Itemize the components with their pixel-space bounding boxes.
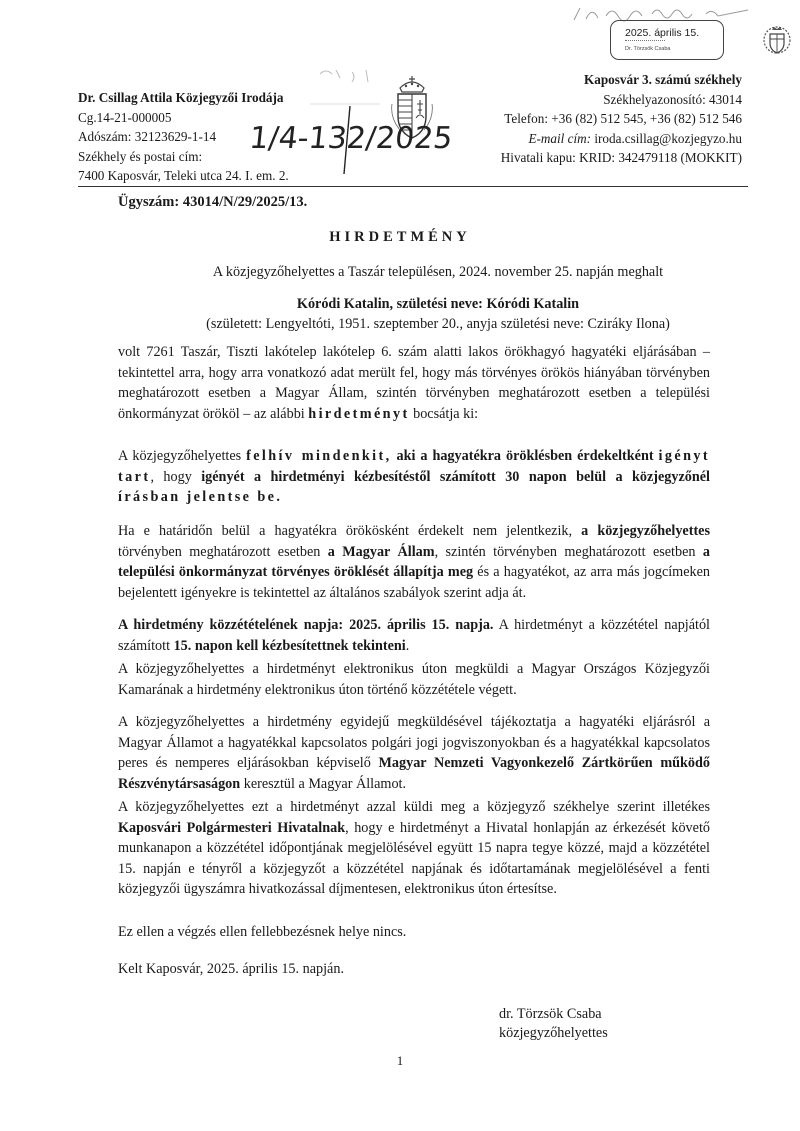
gateway: Hivatali kapu: KRID: 342479118 (MOKKIT) <box>500 150 742 165</box>
p3-b: a közjegyzőhelyettes <box>581 523 710 539</box>
paragraph-no-appeal: Ez ellen a végzés ellen fellebbezésnek helye nincs. <box>118 924 407 940</box>
p2-a: A közjegyzőhelyettes <box>118 448 247 464</box>
p6-c: keresztül a Magyar Államot. <box>240 775 407 792</box>
p7-a: A közjegyzőhelyettes ezt a hirdetményt azzal küldi meg a közjegyző székhelye szerint illetékes <box>118 799 710 815</box>
p3-f: a települési önkormányzat törvényes öröklését állapítja meg <box>118 543 710 580</box>
p4-b: A hirdetményt a közzététel napjától számított <box>118 617 710 654</box>
stamp-signature-line <box>625 40 665 41</box>
deceased-block <box>118 294 758 334</box>
p2-d: igényt tart <box>118 448 710 485</box>
handwritten-ref-text: 1/4-132/2025 <box>247 121 455 156</box>
email-address: iroda.csillag@kozjegyzo.hu <box>594 130 742 146</box>
document-title: HIRDETMÉNY <box>329 229 471 245</box>
intro-line: A közjegyzőhelyettes a Taszár településen, 2024. november 25. napján meghalt <box>212 264 664 280</box>
p4-c: 15. napon kell kézbesítettnek tekinteni <box>173 637 406 654</box>
paragraph-state <box>118 712 710 794</box>
phone: Telefon: +36 (82) 512 545, +36 (82) 512 546 <box>504 111 742 126</box>
paragraph-municipality <box>118 797 710 900</box>
p2-f: igényét a hirdetményi kézbesítéstől számított 30 napon belül a közjegyzőnél <box>201 468 710 485</box>
p7-b: Kaposvári Polgármesteri Hivatalnak <box>118 819 346 836</box>
address: 7400 Kaposvár, Teleki utca 24. I. em. 2. <box>78 168 289 183</box>
p3-a: Ha e határidőn belül a hagyatékra örökösként érdekelt nem jelentkezik, <box>118 523 582 539</box>
p4-d: . <box>405 637 410 654</box>
email-line <box>501 129 742 149</box>
signature-block <box>499 1005 608 1043</box>
paragraph-deadline <box>118 521 710 603</box>
seat-name: Kaposvár 3. számú székhely <box>583 72 742 87</box>
p3-d: a Magyar Állam <box>327 543 435 560</box>
p1-text: volt 7261 Taszár, Tiszti lakótelep lakótelep 6. szám alatti lakos örökhagyó hagyatéki eljárásában – tekintettel arra, hogy arra vonatkozó adat merült fel, hogy más törvényes örökös hiányában törvényben meghatározott esetben a Magyar Állam, szintén törvényben meghatározott esetben a települési önkormányzat örököl – az alábbi <box>118 344 710 422</box>
p2-b: felhív mindenkit, <box>246 448 392 464</box>
p6-b: Magyar Nemzeti Vagyonkezelő Zártkörűen működő Részvénytársaságon <box>118 755 710 792</box>
stamp-date: 2025. április 15. <box>625 27 700 39</box>
p3-g: és a hagyatékot, az arra más jogcímeken bejelentett igényekre is tekintettel az általános szabályok szerint adja át. <box>118 564 710 601</box>
page-number: 1 <box>396 1053 404 1068</box>
header-divider <box>78 186 748 187</box>
p1-bold: hirdetményt <box>308 405 410 422</box>
p2-e: , hogy <box>150 468 202 485</box>
stamp-signer: Dr. Törzsök Csaba <box>625 46 671 52</box>
p2-h: . <box>276 489 280 505</box>
case-number: Ügyszám: 43014/N/29/2025/13. <box>118 194 308 210</box>
seat-header <box>501 70 742 168</box>
p6-a: A közjegyzőhelyettes a hirdetmény egyidejű megküldésével tájékoztatja a hagyatéki eljárásról a Magyar Államot a hagyatékkal kapcsolatos polgári jogi jogviszonyokban és a hagyatékkal kapcsolatos peres és nemperes eljárásokban képviselő <box>118 714 710 771</box>
office-name: Dr. Csillag Attila Közjegyzői Irodája <box>78 90 284 105</box>
handwritten-file-reference <box>247 96 455 186</box>
paragraph-chamber: A közjegyzőhelyettes a hirdetményt elektronikus úton megküldi a Magyar Országos Közjegyzői Kamarának a hirdetmény elektronikus úton történő közzététele végett. <box>118 661 710 698</box>
deceased-name: Kóródi Katalin, születési neve: Kóródi Katalin <box>296 296 580 312</box>
paragraph-dated: Kelt Kaposvár, 2025. április 15. napján. <box>118 961 344 977</box>
deceased-details: (született: Lengyeltóti, 1951. szeptember 20., anyja születési neve: Cziráky Ilona) <box>206 316 670 332</box>
company-registry: Cg.14-21-000005 <box>78 109 172 125</box>
paragraph-estate <box>118 342 710 424</box>
received-date-stamp <box>610 20 724 60</box>
p3-c: törvényben meghatározott esetben <box>118 543 328 560</box>
p1-end: bocsátja ki: <box>409 405 479 422</box>
seat-id: Székhelyazonosító: 43014 <box>603 91 742 107</box>
tax-number: Adószám: 32123629-1-14 <box>78 129 217 144</box>
signer-title: közjegyzőhelyettes <box>499 1025 608 1041</box>
paragraph-call <box>118 446 710 508</box>
p4-a: A hirdetmény közzétételének napja: 2025. április 15. napja. <box>118 617 494 633</box>
coat-of-arms-icon <box>762 22 792 58</box>
p2-g: írásban jelentse be <box>118 489 277 505</box>
p7-c: , hogy e hirdetményt a Hivatal honlapján az érkezését követő munkanapon a közzététel időpontjának megjelölésével együtt 15 napra tegye közzé, majd a közzététel 15. napján e tényről a közjegyzőt a közzététel napjának és időtartamának megjelölésével a fenti közjegyzői ügyszámra hivatkozással díjmentesen, elektronikus úton értesítse. <box>118 819 710 897</box>
p2-c: aki a hagyatékra öröklésben érdekeltként <box>391 448 659 464</box>
paragraph-publication-date <box>118 615 710 656</box>
address-label: Székhely és postai cím: <box>78 148 203 164</box>
p3-e: , szintén törvényben meghatározott esetben <box>434 543 703 560</box>
email-label: E-mail cím: <box>528 130 592 146</box>
signer-name: dr. Törzsök Csaba <box>499 1006 602 1022</box>
